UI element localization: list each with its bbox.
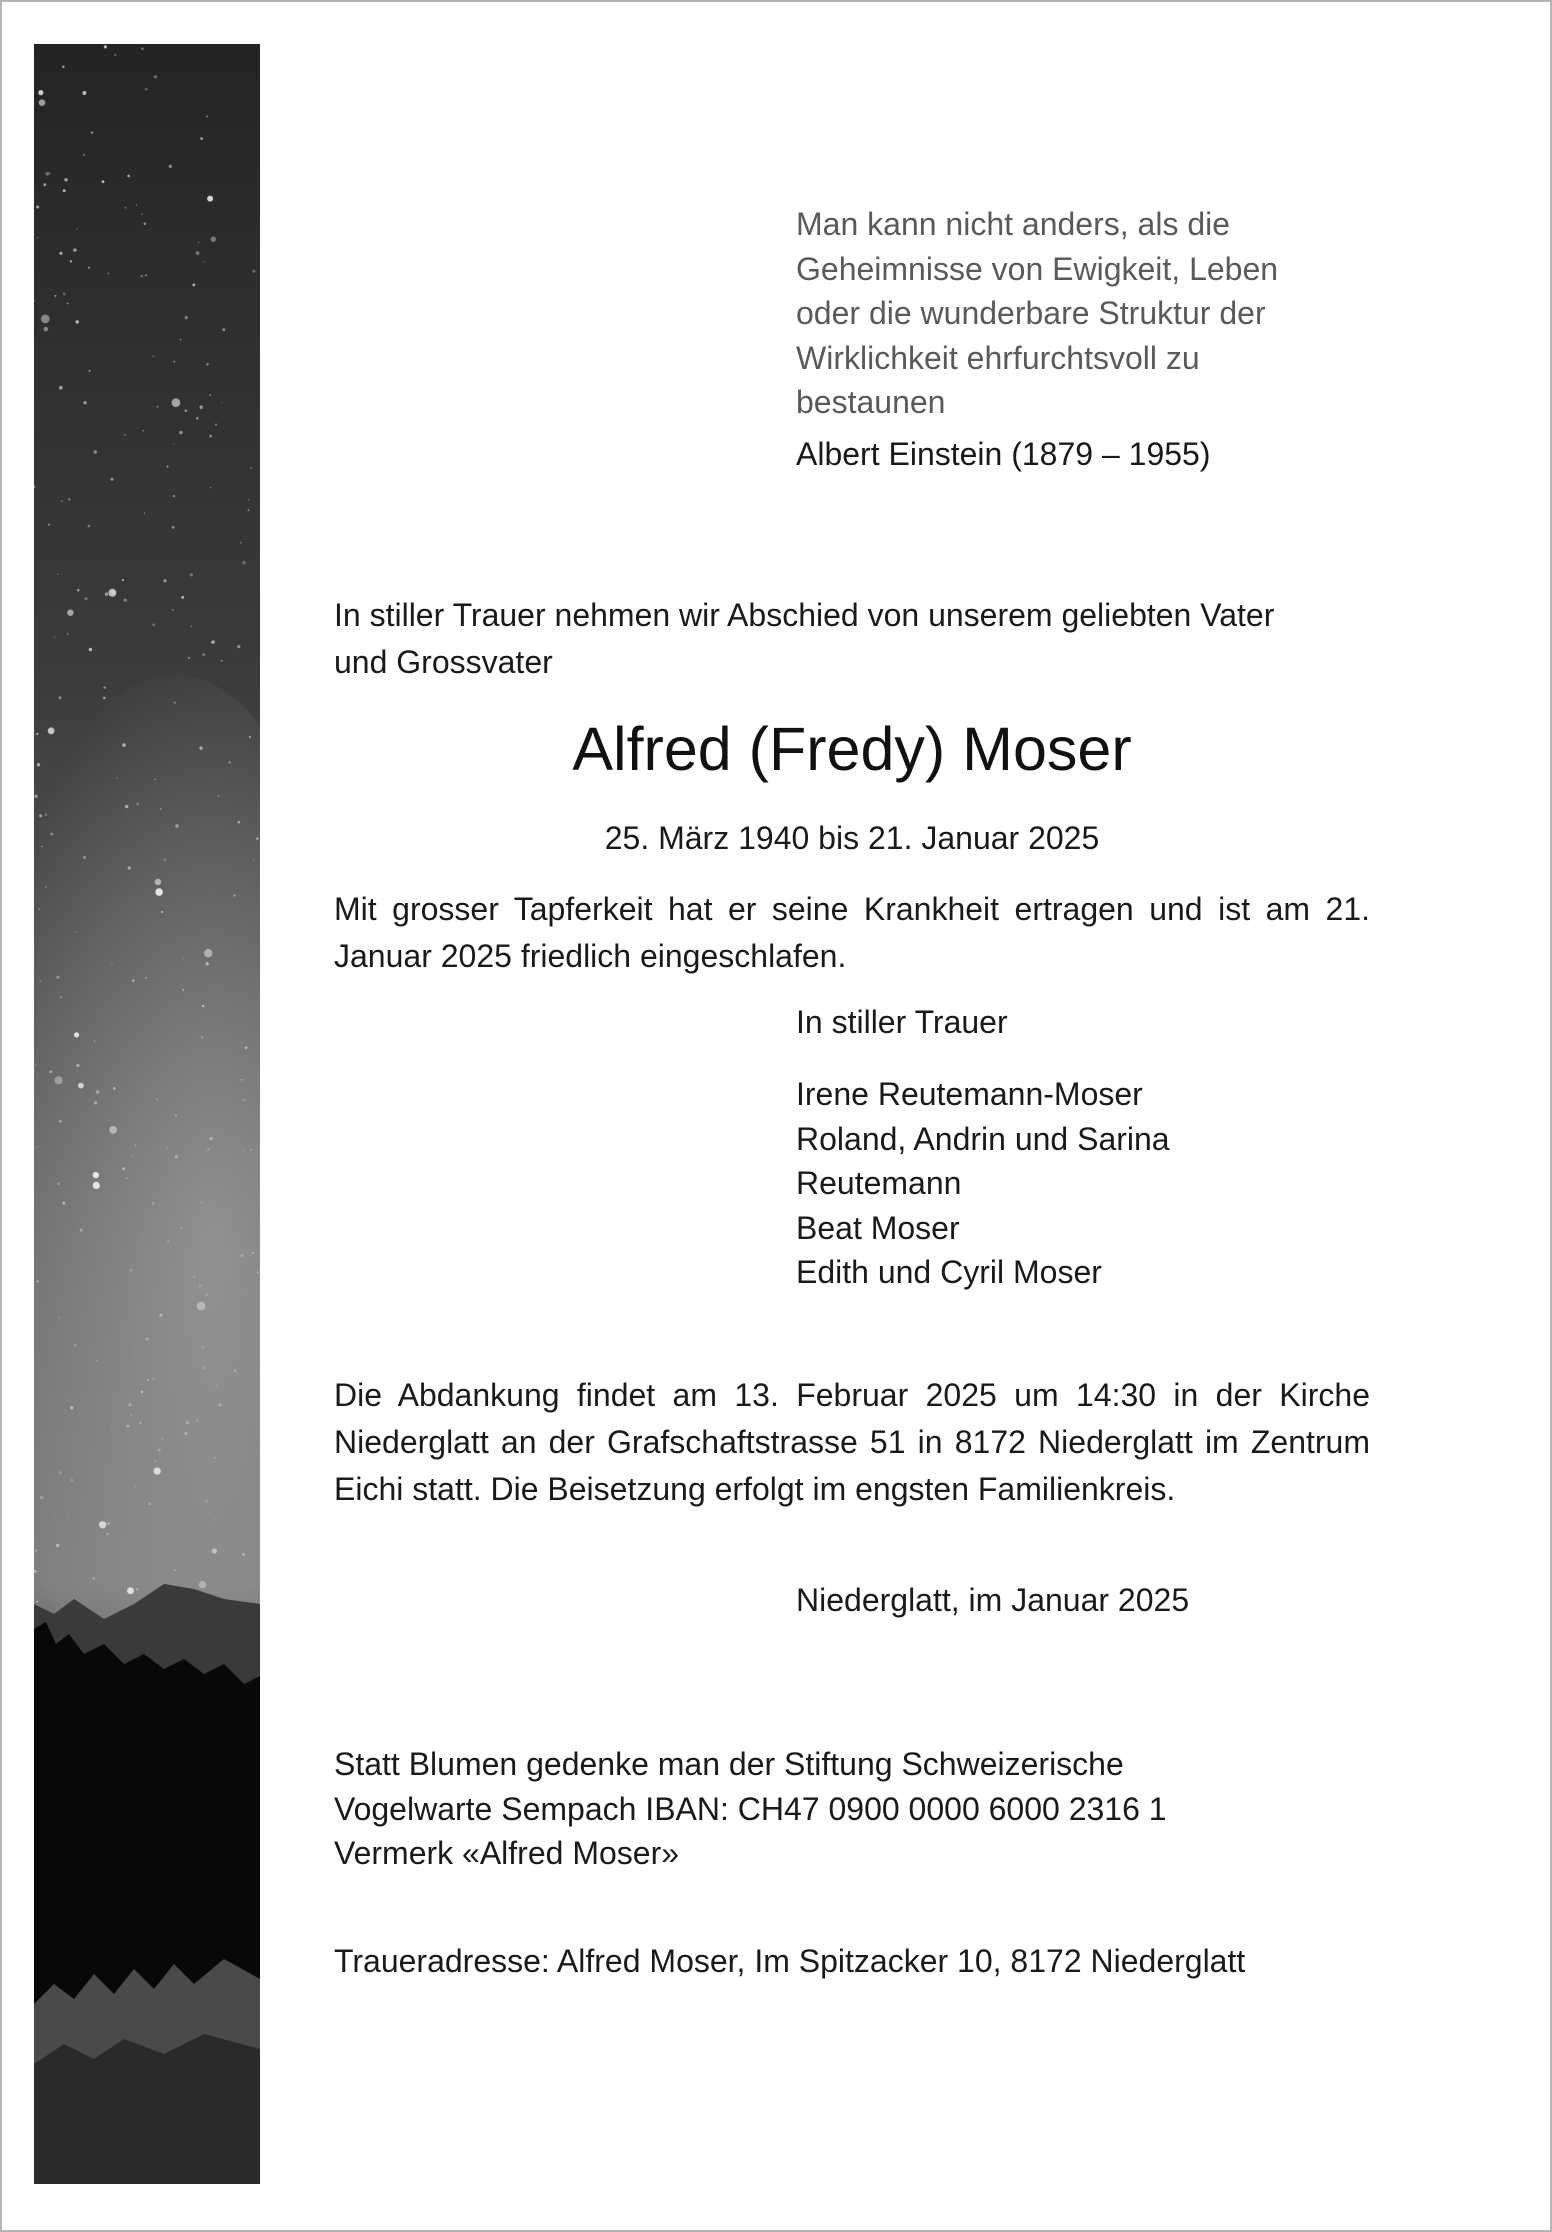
star	[74, 1032, 79, 1037]
star	[38, 908, 40, 910]
star	[77, 589, 79, 591]
star	[154, 1468, 161, 1475]
star	[83, 856, 86, 859]
star	[250, 1149, 252, 1151]
star	[74, 1344, 77, 1347]
star	[67, 1511, 69, 1513]
star	[37, 763, 40, 766]
mourning-address: Traueradresse: Alfred Moser, Im Spitzacker 10, 8172 Niederglatt	[334, 1943, 1246, 1979]
star	[202, 1346, 205, 1349]
star	[107, 273, 109, 275]
star	[131, 1394, 132, 1395]
star	[73, 248, 76, 251]
star	[139, 1422, 142, 1425]
star	[103, 697, 105, 699]
star	[242, 1553, 245, 1556]
quote-line: Man kann nicht anders, als die	[796, 206, 1231, 242]
star	[126, 1177, 128, 1179]
star	[71, 1479, 73, 1481]
star	[68, 498, 70, 500]
milky-way-glow	[34, 674, 260, 1714]
foreground-ridge	[34, 2034, 260, 2184]
star	[144, 513, 145, 514]
star	[237, 645, 240, 648]
star	[50, 1071, 53, 1074]
star	[193, 1275, 196, 1278]
star	[153, 1378, 155, 1380]
star	[206, 363, 208, 365]
star	[141, 214, 142, 215]
star	[46, 172, 50, 176]
star	[175, 1155, 178, 1158]
star	[122, 743, 126, 747]
star	[85, 597, 88, 600]
star	[214, 1457, 216, 1459]
star	[141, 1236, 142, 1237]
starry-sky-image	[34, 44, 260, 2184]
star	[181, 596, 184, 599]
star	[245, 1046, 248, 1049]
star	[190, 625, 192, 627]
intro-line: und Grossvater	[334, 644, 553, 680]
star	[35, 795, 38, 798]
star	[253, 859, 254, 860]
star	[109, 1126, 117, 1134]
star	[70, 260, 72, 262]
star	[180, 339, 181, 340]
star	[234, 894, 236, 896]
star	[218, 795, 219, 796]
star	[199, 747, 202, 750]
star	[67, 303, 69, 305]
star	[169, 165, 172, 168]
star	[63, 293, 66, 296]
star	[164, 859, 166, 861]
star	[41, 846, 43, 848]
donation-line: Statt Blumen gedenke man der Stiftung Schweizerische	[334, 1746, 1124, 1782]
star	[157, 406, 159, 408]
star	[89, 370, 91, 372]
star	[243, 1098, 246, 1101]
star	[61, 500, 63, 502]
star	[215, 1519, 216, 1520]
intro-line: In stiller Trauer nehmen wir Abschied von unserem geliebten Vater	[334, 597, 1275, 633]
star	[59, 252, 62, 255]
star	[240, 1254, 243, 1257]
star	[62, 66, 64, 68]
star	[127, 1425, 130, 1428]
star	[45, 814, 47, 816]
star	[104, 45, 107, 48]
star	[200, 137, 203, 140]
star	[199, 1284, 202, 1287]
star	[210, 394, 212, 396]
star	[206, 116, 208, 118]
night-sky-illustration	[34, 44, 260, 2184]
star	[185, 409, 188, 412]
star	[252, 1252, 254, 1254]
star	[94, 1101, 97, 1104]
star	[233, 1369, 236, 1372]
star	[186, 1421, 189, 1424]
star	[158, 1448, 161, 1451]
star	[122, 579, 124, 581]
star	[155, 879, 161, 885]
star	[106, 1533, 108, 1535]
star	[131, 1414, 132, 1415]
star	[155, 888, 163, 896]
place-date: Niederglatt, im Januar 2025	[796, 1582, 1190, 1618]
mourner-name: Reutemann	[796, 1165, 962, 1201]
star	[63, 189, 66, 192]
star	[248, 509, 250, 511]
star	[210, 487, 211, 488]
star	[59, 1120, 61, 1122]
star	[76, 228, 77, 229]
star	[238, 821, 240, 823]
star	[56, 976, 59, 979]
star	[39, 99, 46, 106]
star	[154, 779, 155, 780]
star	[215, 424, 217, 426]
star	[216, 1385, 217, 1386]
intro-text	[334, 592, 1370, 686]
star	[173, 361, 175, 363]
star	[250, 467, 252, 469]
star	[59, 386, 63, 390]
star	[205, 1500, 207, 1502]
star	[202, 1005, 205, 1008]
deceased-name: Alfred (Fredy) Moser	[572, 715, 1132, 783]
donation-text	[334, 1742, 1370, 1876]
star	[148, 1502, 151, 1505]
star	[243, 1151, 244, 1152]
star	[57, 574, 59, 576]
star	[183, 958, 184, 959]
star	[257, 1271, 259, 1273]
life-dates: 25. März 1940 bis 21. Januar 2025	[604, 820, 1100, 856]
star	[145, 88, 148, 91]
star	[127, 1587, 134, 1594]
star	[154, 75, 157, 78]
quote-line: Geheimnisse von Ewigkeit, Leben	[796, 250, 1279, 287]
star	[62, 1202, 65, 1205]
star	[228, 761, 230, 763]
star	[205, 1293, 208, 1296]
ceremony-text: Die Abdankung findet am 13. Februar 2025 um 14:30 in der Kirche Niederglatt an der Grafschaftstrasse 51 in 8172 Niederglatt im Zentrum Eichi statt. Die Beisetzung erfolgt im engsten Familienkreis.	[334, 1377, 1370, 1507]
star	[172, 526, 175, 529]
star	[94, 450, 97, 453]
star	[94, 1040, 95, 1041]
star	[173, 444, 174, 445]
star	[43, 183, 46, 186]
star	[152, 624, 154, 626]
star	[129, 1269, 132, 1272]
star	[108, 589, 116, 597]
star	[76, 320, 79, 323]
star	[174, 702, 176, 704]
star	[127, 175, 130, 178]
star	[175, 824, 178, 827]
star	[57, 1182, 60, 1185]
star	[88, 267, 90, 269]
star	[124, 599, 127, 602]
star	[125, 805, 128, 808]
star	[59, 696, 62, 699]
quote-line: Wirklichkeit ehrfurchtsvoll zu	[796, 339, 1200, 376]
star	[222, 328, 225, 331]
star	[174, 1570, 176, 1572]
star	[152, 1202, 155, 1205]
star	[172, 398, 181, 407]
star	[249, 736, 251, 738]
star	[212, 640, 215, 643]
star	[51, 833, 54, 836]
star	[209, 435, 212, 438]
mourner-name: Edith und Cyril Moser	[796, 1254, 1102, 1290]
star	[107, 1522, 110, 1525]
star	[202, 1366, 205, 1369]
star	[48, 524, 50, 526]
star	[163, 579, 166, 582]
quote-author: Albert Einstein (1879 – 1955)	[796, 436, 1211, 472]
star	[172, 609, 174, 611]
mourner-name: Irene Reutemann-Moser	[796, 1076, 1143, 1112]
star	[88, 525, 91, 528]
mourners-list	[796, 1072, 1170, 1295]
star	[161, 911, 163, 913]
star	[248, 499, 249, 500]
star	[36, 1601, 38, 1603]
star	[132, 979, 134, 981]
star	[128, 866, 131, 869]
star	[80, 1229, 83, 1232]
star	[44, 327, 49, 332]
star	[55, 1076, 63, 1084]
star	[200, 406, 203, 409]
star	[201, 1202, 203, 1204]
quote-line: oder die wunderbare Struktur der	[796, 295, 1266, 331]
star	[173, 495, 175, 497]
star	[199, 1581, 206, 1588]
star	[136, 1588, 139, 1591]
star	[39, 814, 42, 817]
quote-line: bestaunen	[796, 384, 946, 420]
star	[181, 1227, 183, 1229]
star	[114, 54, 116, 56]
star	[185, 316, 188, 319]
star	[188, 657, 190, 659]
star	[111, 964, 112, 965]
star	[141, 47, 144, 50]
star	[154, 1460, 156, 1462]
star	[166, 1148, 168, 1150]
star	[190, 573, 193, 576]
star	[96, 1360, 98, 1362]
star	[54, 1515, 55, 1516]
star	[182, 989, 184, 991]
star	[124, 434, 126, 436]
star	[89, 648, 92, 651]
star	[36, 1147, 37, 1148]
star	[96, 1090, 100, 1094]
star	[145, 977, 147, 979]
star	[167, 1240, 169, 1242]
star	[35, 1549, 38, 1552]
star	[105, 593, 108, 596]
star	[132, 1156, 133, 1157]
star	[252, 270, 255, 273]
einstein-quote	[796, 202, 1356, 425]
star	[83, 154, 85, 156]
star	[212, 1548, 217, 1553]
star	[219, 1404, 222, 1407]
star	[196, 251, 200, 255]
star	[159, 1314, 162, 1317]
star	[48, 727, 55, 734]
star	[111, 478, 114, 481]
star	[37, 1280, 39, 1282]
star	[207, 196, 213, 202]
star	[201, 1036, 204, 1039]
star	[241, 1079, 243, 1081]
star	[45, 886, 47, 888]
star	[167, 466, 169, 468]
star	[197, 1302, 206, 1311]
star	[196, 1420, 198, 1422]
star	[204, 949, 212, 957]
star	[136, 803, 139, 806]
star	[209, 1137, 213, 1141]
star	[92, 1577, 95, 1580]
star	[179, 431, 183, 435]
star	[142, 430, 143, 431]
star	[162, 1438, 164, 1440]
star	[93, 1172, 99, 1178]
star	[83, 401, 86, 404]
star	[40, 1496, 44, 1500]
star	[207, 1148, 210, 1151]
star	[58, 1317, 59, 1318]
mourner-name: Beat Moser	[796, 1209, 960, 1246]
star	[128, 1403, 131, 1406]
mourning-heading: In stiller Trauer	[796, 1004, 1008, 1040]
star	[113, 1087, 116, 1090]
star	[56, 1544, 59, 1547]
star	[99, 1521, 106, 1528]
star	[103, 686, 105, 688]
star	[198, 242, 199, 243]
star	[211, 237, 216, 242]
star	[153, 356, 154, 357]
mourner-name: Roland, Andrin und Sarina	[796, 1120, 1170, 1157]
star	[41, 315, 50, 324]
star	[147, 1379, 149, 1381]
star	[82, 91, 86, 95]
star	[256, 837, 258, 839]
star	[136, 204, 137, 205]
star	[75, 931, 77, 933]
star	[145, 1337, 148, 1340]
star	[184, 1432, 187, 1435]
star	[76, 1064, 79, 1067]
star	[196, 417, 198, 419]
star	[67, 610, 73, 616]
star	[36, 206, 39, 209]
star	[64, 178, 67, 181]
star	[38, 90, 43, 95]
star	[91, 131, 93, 133]
star	[242, 561, 245, 564]
star	[192, 284, 195, 287]
star	[141, 275, 143, 277]
star	[175, 1115, 177, 1117]
star	[36, 733, 38, 735]
star	[240, 542, 242, 544]
passing-text: Mit grosser Tapferkeit hat er seine Krankheit ertragen und ist am 21. Januar 2025 friedlich eingeschlafen.	[334, 891, 1370, 974]
star	[35, 1064, 37, 1066]
star	[202, 653, 204, 655]
star	[59, 1471, 62, 1474]
star	[122, 1167, 125, 1170]
star	[111, 1429, 113, 1431]
star	[54, 295, 56, 297]
star	[54, 636, 56, 638]
star	[40, 980, 42, 982]
star	[141, 1391, 144, 1394]
star	[145, 274, 147, 276]
star	[116, 777, 117, 778]
star	[60, 996, 62, 998]
star	[221, 402, 222, 403]
donation-line: Vogelwarte Sempach IBAN: CH47 0900 0000 6000 2316 1	[334, 1790, 1167, 1827]
star	[135, 1351, 137, 1353]
star	[203, 261, 204, 262]
star	[78, 1083, 84, 1089]
star	[37, 237, 38, 238]
star	[206, 962, 209, 965]
star	[135, 1485, 137, 1487]
star	[221, 660, 223, 662]
star	[102, 180, 105, 183]
star	[70, 1406, 73, 1409]
star	[67, 633, 69, 635]
star	[144, 223, 146, 225]
star	[160, 808, 162, 810]
donation-line: Vermerk «Alfred Moser»	[334, 1835, 680, 1871]
star	[134, 1145, 136, 1147]
star	[124, 207, 126, 209]
star	[93, 1182, 100, 1189]
star	[156, 1098, 158, 1100]
